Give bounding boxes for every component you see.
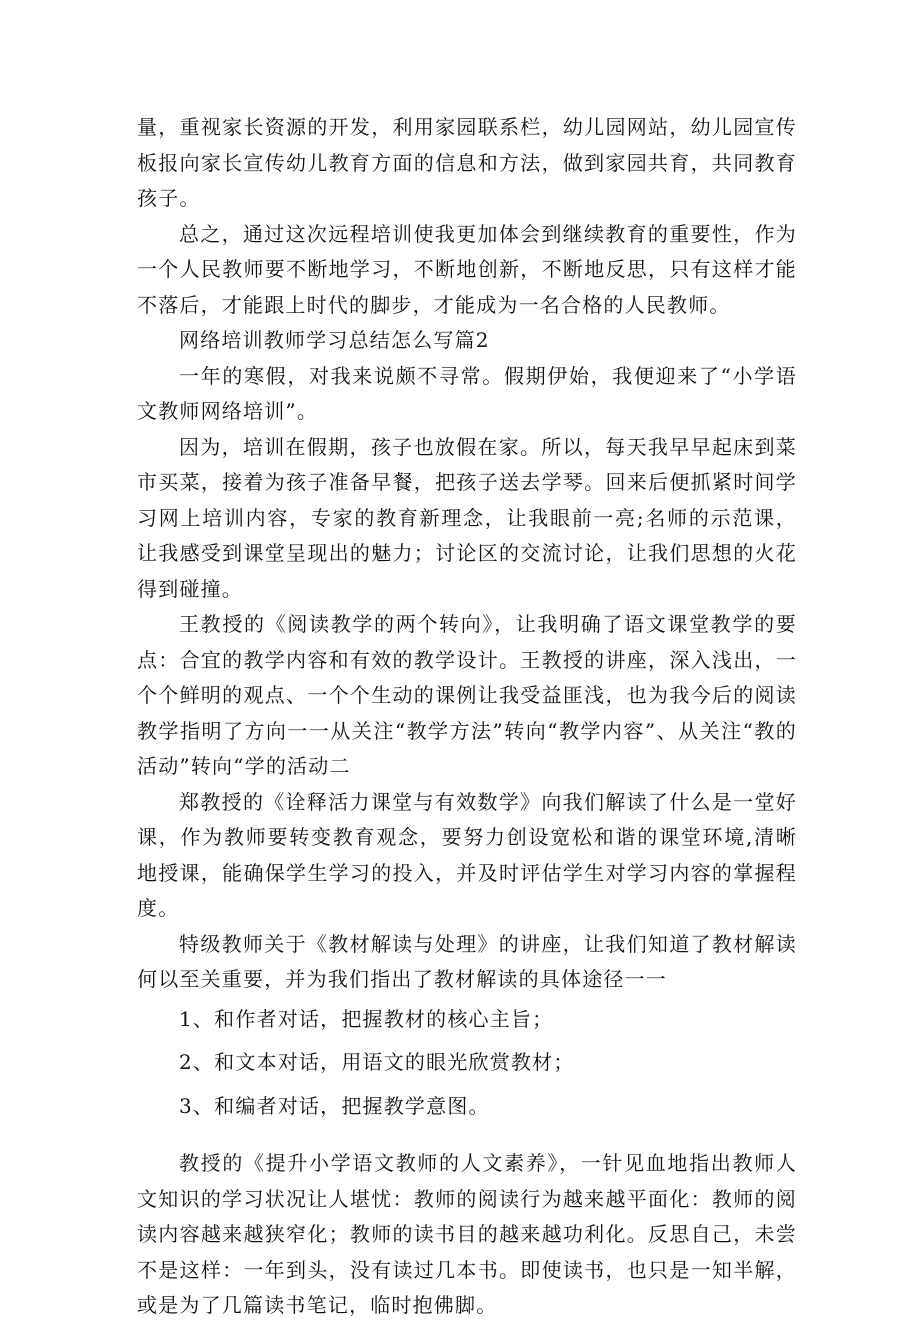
paragraph-professor-wang: 王教授的《阅读教学的两个转向》，让我明确了语文课堂教学的要点：合宜的教学内容和有效的教学设计。王教授的讲座，深入浅出，一个个鲜明的观点、一个个生动的课例让我受益匪浅，也为我今后的阅读教学指明了方向一一从关注“教学方法”转向“教学内容”、从关注“教的活动”转向“学的活动二 [137, 612, 797, 778]
paragraph-conclusion: 总之，通过这次远程培训使我更加体会到继续教育的重要性，作为一个人民教师要不断地学习，不断地创新，不断地反思，只有这样才能不落后，才能跟上时代的脚步，才能成为一名合格的人民教师。 [137, 221, 797, 317]
paragraph-professor-zheng: 郑教授的《诠释活力课堂与有效数学》向我们解读了什么是一堂好课，作为教师要转变教育观念，要努力创设宽松和谐的课堂环境,清晰地授课，能确保学生学习的投入，并及时评估学生对学习内容的掌握程度。 [137, 789, 797, 920]
paragraph-intro: 一年的寒假，对我来说颇不寻常。假期伊始，我便迎来了“小学语文教师网络培训”。 [137, 363, 797, 423]
paragraph-humanities: 教授的《提升小学语文教师的人文素养》，一针见血地指出教师人文知识的学习状况让人堪忧：教师的阅读行为越来越平面化：教师的阅读内容越来越狭窄化；教师的读书目的越来越功利化。反思自己，未尝不是这样：一年到头，没有读过几本书。即使读书，也只是一知半解，或是为了几篇读书笔记，临时抱佛脚。 [137, 1151, 797, 1317]
document-body [137, 110, 797, 1324]
paragraph-continued: 量，重视家长资源的开发，利用家园联系栏，幼儿园网站，幼儿园宣传板报向家长宣传幼儿教育方面的信息和方法，做到家园共育，共同教育孩子。 [137, 115, 797, 210]
paragraph-textbook-lecture: 特级教师关于《教材解读与处理》的讲座，让我们知道了教材解读何以至关重要，并为我们指出了教材解读的具体途径一一 [137, 931, 797, 991]
section-heading: 网络培训教师学习总结怎么写篇2 [179, 328, 490, 352]
paragraph-daily-routine: 因为，培训在假期，孩子也放假在家。所以，每天我早早起床到菜市买菜，接着为孩子准备早餐，把孩子送去学琴。回来后便抓紧时间学习网上培训内容，专家的教育新理念，让我眼前一亮;名师的示范课，让我感受到课堂呈现出的魅力；讨论区的交流讨论，让我们思想的火花得到碰撞。 [137, 434, 797, 601]
list-item: 2、和文本对话，用语文的眼光欣赏教材； [179, 1050, 575, 1074]
list-item: 1、和作者对话，把握教材的核心主旨； [179, 1006, 554, 1031]
list-item: 3、和编者对话，把握教学意图。 [179, 1093, 490, 1118]
